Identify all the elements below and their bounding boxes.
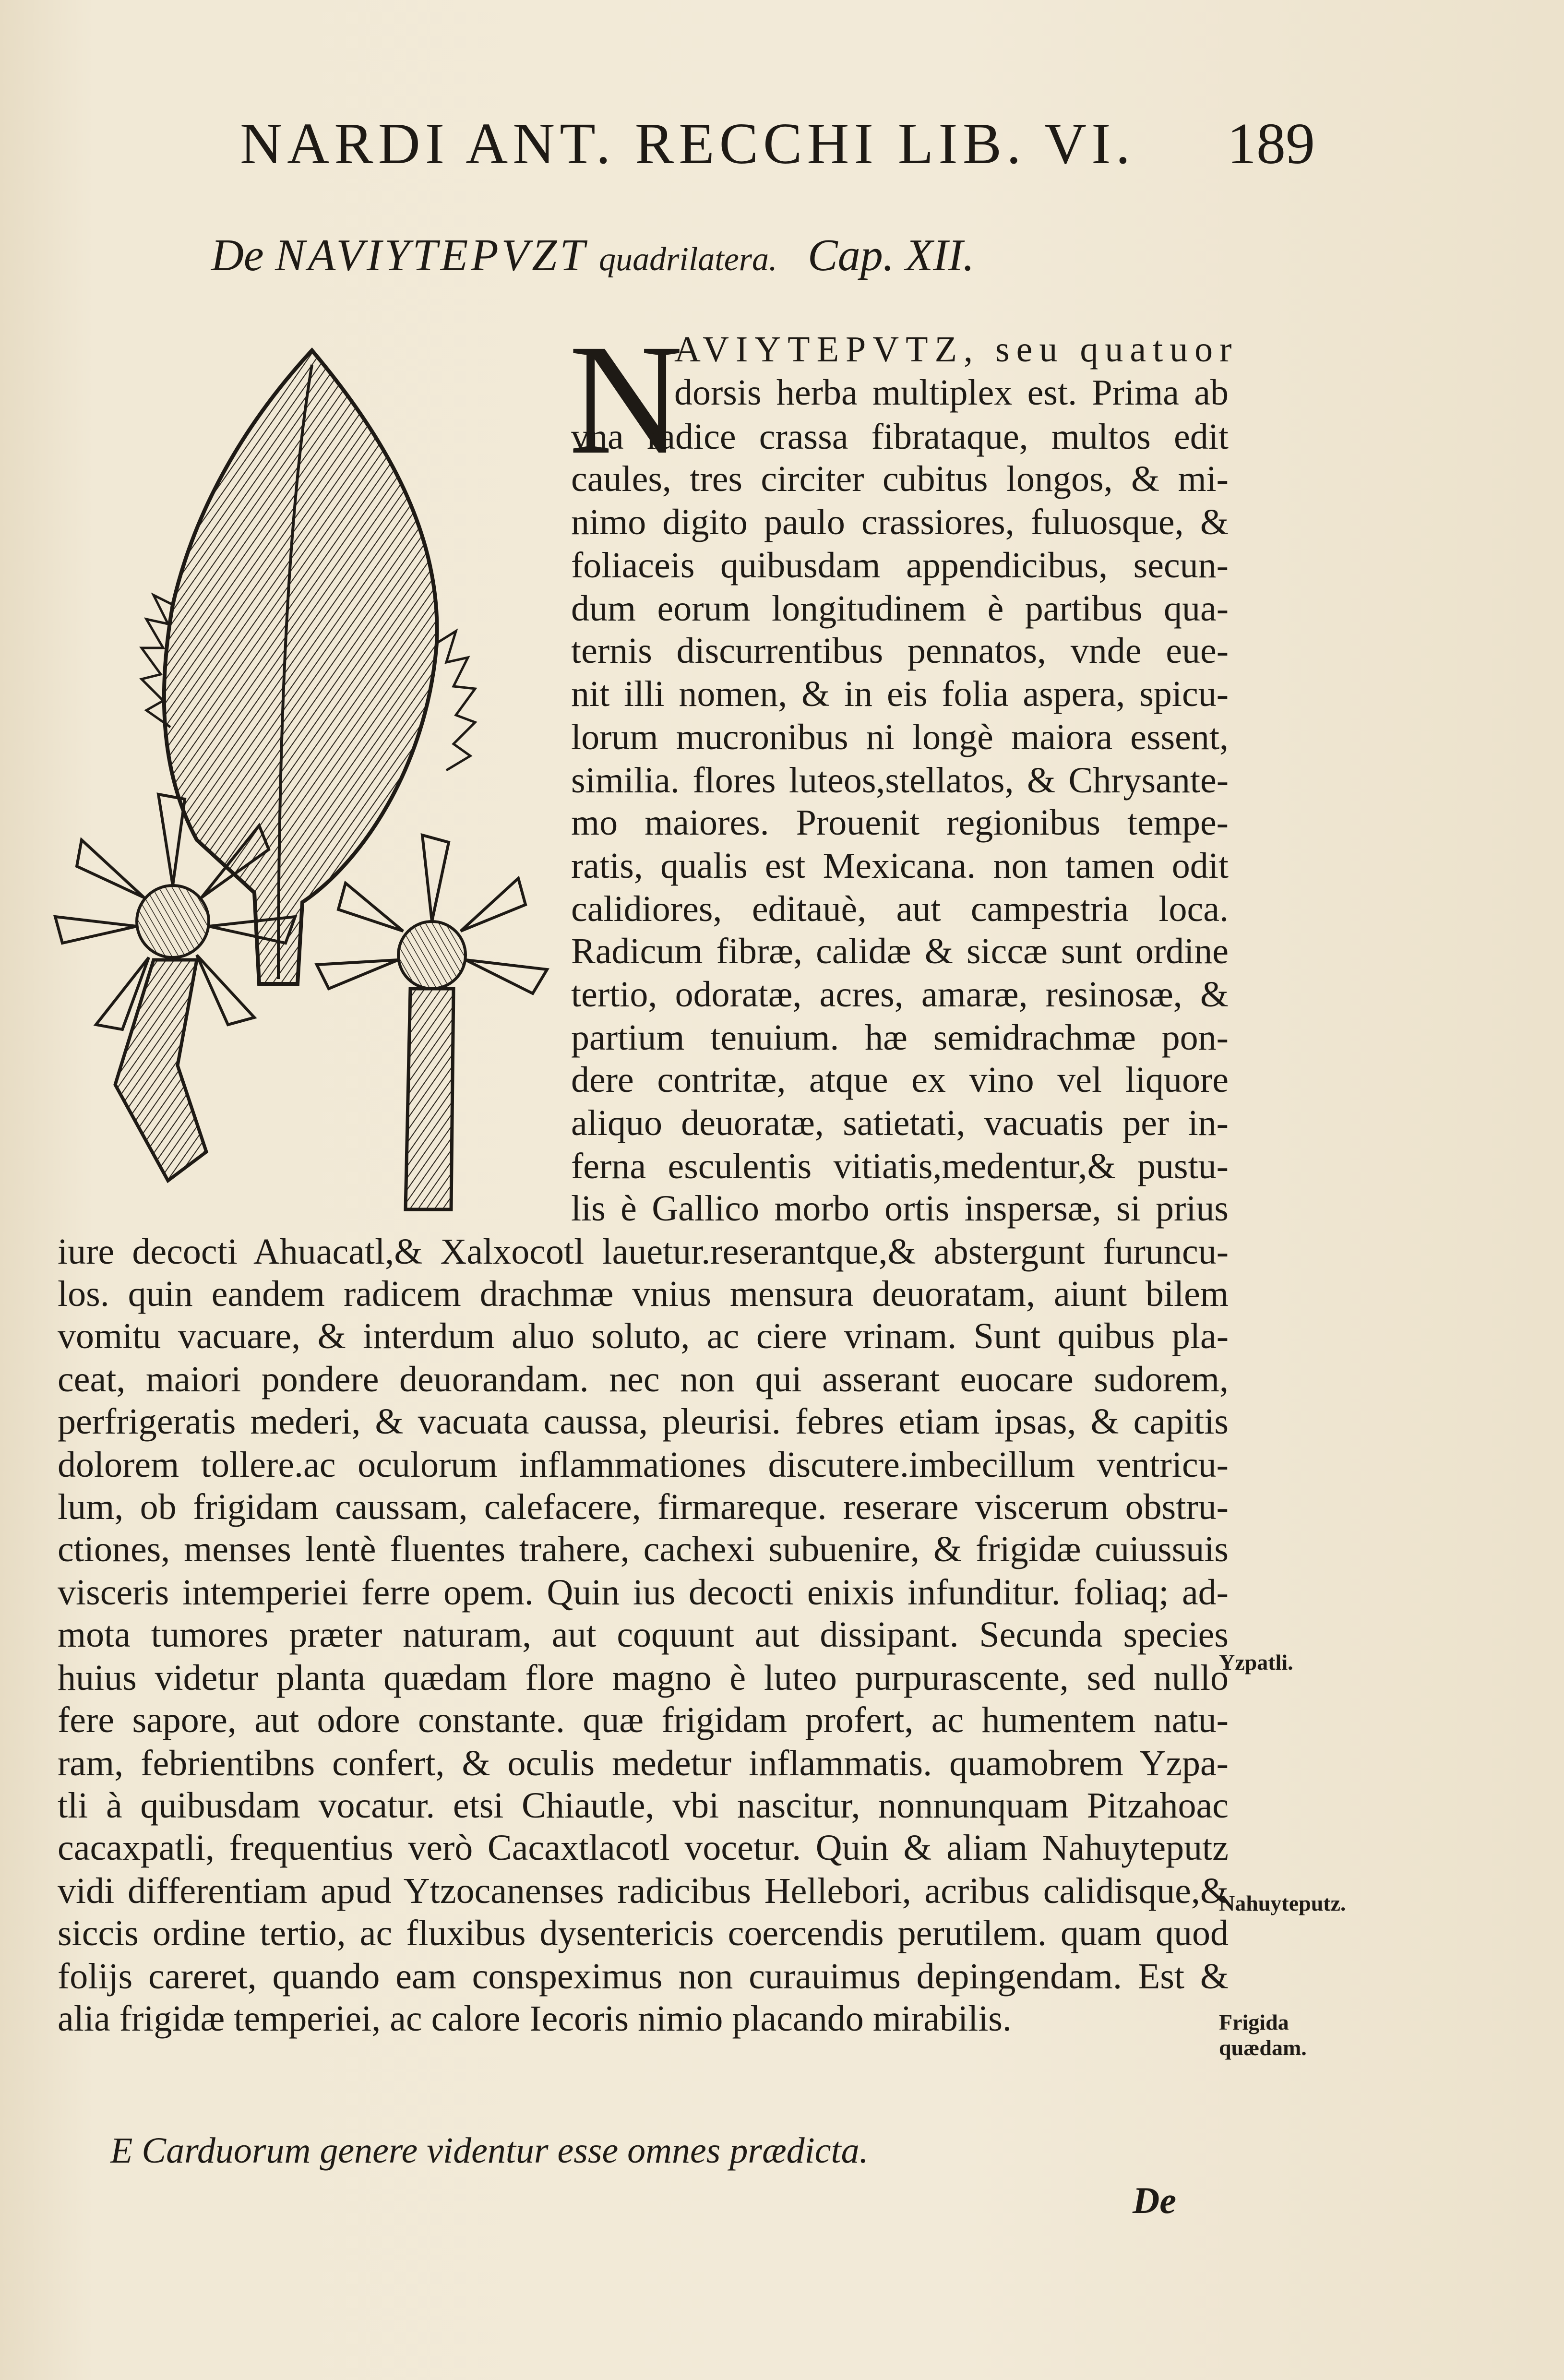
text-line: lum, ob frigidam caussam, calefacere, firmareque. reserare viscerum obstru- <box>58 1487 1229 1527</box>
closing-line: E Carduorum genere videntur esse omnes prædicta. <box>110 2130 869 2171</box>
text-line: nit illi nomen, & in eis folia aspera, spicu- <box>571 674 1229 714</box>
text-line: ctiones, menses lentè fluentes trahere, cachexi subuenire, & frigidæ cuiussuis <box>58 1529 1229 1569</box>
text-line: tli à quibusdam vocatur. etsi Chiautle, vbi nascitur, nonnunquam Pitzahoac <box>58 1785 1229 1826</box>
text-line: AVIYTEPVTZ, seu quatuor <box>674 329 1239 370</box>
text-line: ram, febrientibns confert, & oculis medetur inflammatis. quamobrem Yzpa- <box>58 1743 1229 1783</box>
text-line: foliaceis quibusdam appendicibus, secun- <box>571 545 1229 586</box>
text-line: ferna esculentis vitiatis,medentur,& pustu- <box>571 1146 1229 1186</box>
text-line: dolorem tollere.ac oculorum inflammationes discutere.imbecillum ventricu- <box>58 1445 1229 1485</box>
text-line: cacaxpatli, frequentius verò Cacaxtlacotl vocetur. Quin & aliam Nahuyteputz <box>58 1828 1229 1868</box>
chapter-subtitle: quadrilatera. <box>599 241 777 278</box>
drop-cap: N <box>569 312 683 487</box>
catchword: De <box>1133 2179 1176 2221</box>
running-title: NARDI ANT. RECCHI LIB. VI. <box>240 111 1135 176</box>
marginal-note: Yzpatli. <box>1219 1650 1293 1674</box>
text-line: caules, tres circiter cubitus longos, & mi- <box>571 459 1229 499</box>
text-line: huius videtur planta quædam flore magno è luteo purpurascente, sed nullo <box>58 1658 1229 1698</box>
text-line: aliquo deuoratæ, satietati, vacuatis per in- <box>571 1103 1229 1143</box>
text-line: dorsis herba multiplex est. Prima ab <box>674 372 1229 413</box>
chapter-number: Cap. XII. <box>808 230 975 280</box>
text-line: folijs careret, quando eam conspeximus non curauimus depingendam. Est & <box>58 1956 1229 1997</box>
text-line: vomitu vacuare, & interdum aluo soluto, ac ciere vrinam. Sunt quibus pla- <box>58 1316 1229 1356</box>
text-line: ternis discurrentibus pennatos, vnde eue- <box>571 631 1229 671</box>
text-line: partium tenuium. hæ semidrachmæ pon- <box>571 1017 1229 1058</box>
chapter-name: NAVIYTEPVZT <box>275 230 588 280</box>
text-line: perfrigeratis mederi, & vacuata caussa, pleurisi. febres etiam ipsas, & capitis <box>58 1401 1229 1442</box>
text-line: visceris intemperiei ferre opem. Quin ius decocti enixis infunditur. foliaq; ad- <box>58 1572 1229 1613</box>
text-line: los. quin eandem radicem drachmæ vnius mensura deuoratam, aiunt bilem <box>58 1274 1229 1314</box>
text-line: ceat, maiori pondere deuorandam. nec non qui asserant euocare sudorem, <box>58 1359 1229 1399</box>
text-line: mo maiores. Prouenit regionibus tempe- <box>571 802 1229 843</box>
page-number: 189 <box>1227 111 1315 176</box>
text-line: lis è Gallico morbo ortis inspersæ, si prius <box>571 1188 1229 1229</box>
text-line: iure decocti Ahuacatl,& Xalxocotl lauetur.reserantque,& abstergunt furuncu- <box>58 1232 1229 1272</box>
text-line: mota tumores præter naturam, aut coquunt aut dissipant. Secunda species <box>58 1615 1229 1655</box>
marginal-note: Nahuyteputz. <box>1219 1891 1346 1915</box>
text-line: vna radice crassa fibrataque, multos edit <box>571 417 1229 457</box>
text-line: ratis, qualis est Mexicana. non tamen odit <box>571 846 1229 886</box>
text-line: lorum mucronibus ni longè maiora essent, <box>571 717 1229 757</box>
text-line: alia frigidæ temperiei, ac calore Iecoris nimio placando mirabilis. <box>58 1998 1012 2039</box>
text-line: tertio, odoratæ, acres, amaræ, resinosæ, & <box>571 974 1229 1015</box>
text-line: dum eorum longitudinem è partibus qua- <box>571 588 1229 629</box>
text-line: dere contritæ, atque ex vino vel liquore <box>571 1060 1229 1100</box>
marginal-note: Frigida quædam. <box>1219 2010 1307 2060</box>
text-line: similia. flores luteos,stellatos, & Chrysante- <box>571 760 1229 801</box>
text-line: siccis ordine tertio, ac fluxibus dysentericis coercendis perutilem. quam quod <box>58 1913 1229 1953</box>
text-line: Radicum fibræ, calidæ & siccæ sunt ordine <box>571 931 1229 971</box>
text-line: vidi differentiam apud Ytzocanenses radicibus Hellebori, acribus calidisque,& <box>58 1871 1229 1911</box>
text-line: calidiores, editauè, aut campestria loca. <box>571 889 1229 929</box>
chapter-prefix: De <box>211 230 264 280</box>
text-line: fere sapore, aut odore constante. quæ frigidam profert, ac humentem natu- <box>58 1700 1229 1740</box>
text-line: nimo digito paulo crassiores, fuluosque, & <box>571 502 1229 542</box>
